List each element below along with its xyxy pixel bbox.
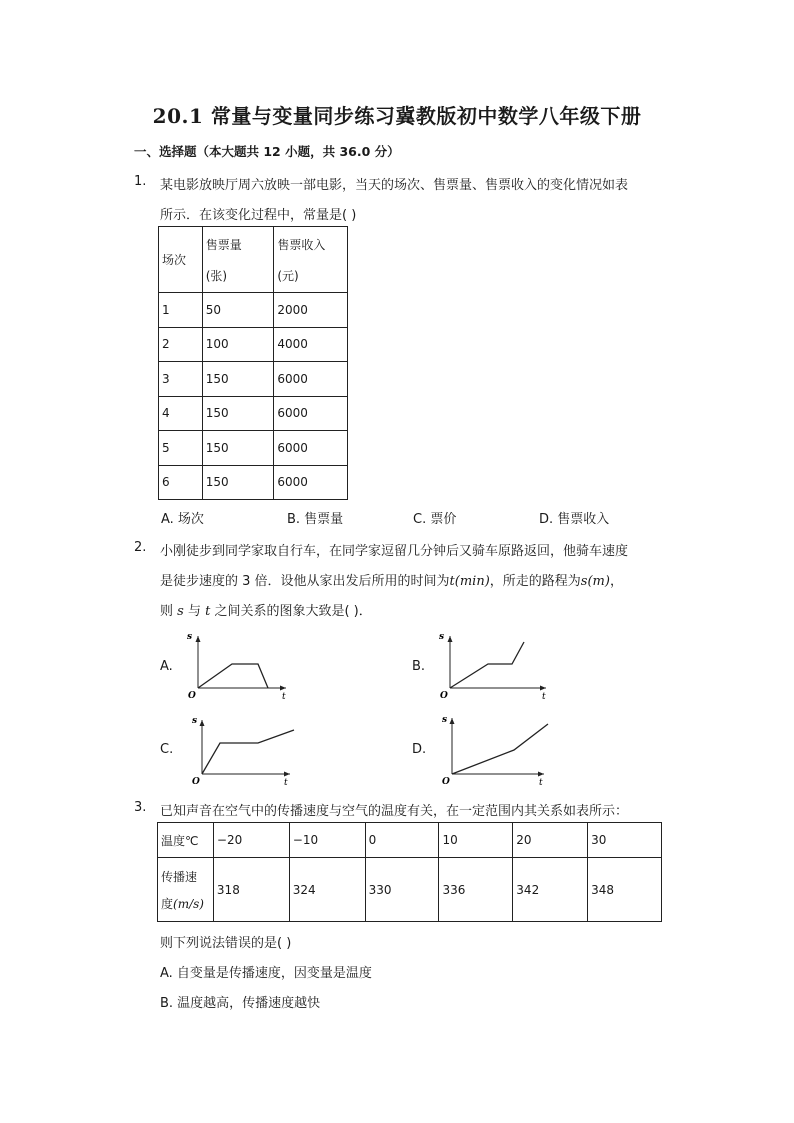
table-cell: 336 [439,858,513,922]
q2-graph-c[interactable] [186,712,296,786]
q1-header-revenue-unit: (元) [277,268,299,283]
distance-time-line [202,730,294,774]
q1-option-b[interactable]: B. 售票量 [287,512,344,527]
table-row [159,465,348,500]
y-axis-label: s [192,716,198,726]
x-axis-label: t [542,692,546,700]
table-cell: 342 [513,858,588,922]
y-axis-arrow [200,720,205,726]
table-cell: 100 [202,327,274,362]
table-cell: 150 [202,431,274,466]
x-axis-arrow [284,772,290,777]
q1-header-revenue-label: 售票收入 [277,237,326,252]
table-cell: 6 [159,465,203,500]
q3-option-b[interactable]: B. 温度越高，传播速度越快 [160,996,321,1011]
q2-stem-line3 [160,600,372,619]
q2-graph-d[interactable] [436,712,554,786]
q3-speed-unit: (m/s) [173,896,204,911]
y-axis-arrow [448,636,453,642]
distance-time-line [452,724,548,774]
q3-temperature-label: 温度℃ [158,823,214,858]
table-row [158,823,662,858]
section-heading: 一、选择题（本大题共 12 小题，共 36.0 分） [134,144,400,159]
y-axis-label: s [187,632,193,642]
y-axis-arrow [450,718,455,724]
table-cell: 4000 [274,327,348,362]
table-cell: 6000 [274,465,348,500]
q3-speed-label [158,858,214,922]
q1-option-c[interactable]: C. 票价 [413,512,457,527]
q3-table [157,822,662,922]
q3-speed-label-line2 [161,895,210,912]
table-cell: 150 [202,362,274,397]
table-row [159,362,348,397]
table-cell: −20 [213,823,289,858]
table-row [159,327,348,362]
q3-number: 3. [134,800,147,815]
q1-header-tickets-unit: (张) [205,268,228,283]
y-axis-label: s [439,632,445,642]
q2-stem-text: 是徒步速度的 3 倍．设他从家出发后所用的时间为 [160,574,450,589]
q3-stem-line1: 已知声音在空气中的传播速度与空气的温度有关，在一定范围内其关系如表所示： [160,804,629,819]
q3-stem-line2: 则下列说法错误的是( ) [160,936,292,951]
table-row [159,431,348,466]
table-cell: 2 [159,327,203,362]
table-cell: 348 [588,858,662,922]
q2-distance-variable: s(m) [580,574,610,589]
page-title: 20.1 常量与变量同步练习冀教版初中数学八年级下册 [152,104,642,128]
q3-option-a[interactable]: A. 自变量是传播速度，因变量是温度 [160,966,372,981]
table-cell: 1 [159,293,203,328]
y-axis-arrow [196,636,201,642]
q3-speed-label-text: 度 [161,896,174,911]
x-axis-arrow [540,686,546,691]
q2-t-variable: t [205,604,211,619]
q2-stem-line1: 小刚徒步到同学家取自行车，在同学家逗留几分钟后又骑车原路返回，他骑车速度 [160,544,629,559]
table-cell: 4 [159,396,203,431]
q3-speed-label-line1: 传播速 [161,869,198,884]
q1-option-a[interactable]: A. 场次 [161,512,204,527]
q2-s-variable: s [177,604,184,619]
q1-header-session: 场次 [159,227,203,293]
table-row [159,396,348,431]
origin-label: O [442,777,450,786]
table-cell: 2000 [274,293,348,328]
q1-table-header [159,227,348,293]
q1-option-d[interactable]: D. 售票收入 [539,512,610,527]
q2-number: 2. [134,540,147,555]
distance-time-line [198,664,268,688]
q2-stem-text: 与 [183,604,206,619]
distance-time-line [450,642,524,688]
table-cell: 6000 [274,431,348,466]
q1-stem-line2: 所示．在该变化过程中，常量是( ) [160,208,357,223]
q2-stem-text: 之间关系的图象大致是( )． [210,604,372,619]
x-axis-label: t [284,778,288,786]
q2-time-variable: t(min) [449,574,490,589]
table-row [159,293,348,328]
table-cell: 30 [588,823,662,858]
table-cell: 6000 [274,362,348,397]
table-cell: −10 [289,823,365,858]
x-axis-label: t [282,692,286,700]
origin-label: O [440,691,448,700]
q2-stem-text: 则 [160,604,178,619]
q2-graph-b[interactable] [434,626,554,700]
q1-header-tickets [202,227,274,293]
table-cell: 150 [202,465,274,500]
origin-label: O [188,691,196,700]
table-cell: 10 [439,823,513,858]
table-cell: 3 [159,362,203,397]
q2-option-b-label[interactable]: B. [412,659,426,674]
q1-stem-line1: 某电影放映厅周六放映一部电影，当天的场次、售票量、售票收入的变化情况如表 [160,178,629,193]
table-row [158,858,662,922]
q2-stem-line2 [160,570,623,589]
y-axis-label: s [442,715,448,725]
table-cell: 5 [159,431,203,466]
table-cell: 50 [202,293,274,328]
q1-table [158,226,348,500]
q2-stem-text: ，所走的路程为 [489,574,581,589]
q2-stem-text: ， [609,574,623,589]
q2-graph-a[interactable] [182,626,294,700]
table-cell: 0 [365,823,439,858]
x-axis-arrow [280,686,286,691]
q1-header-revenue [274,227,348,293]
table-cell: 318 [213,858,289,922]
q1-header-tickets-label: 售票量 [205,237,242,252]
x-axis-label: t [539,778,543,786]
x-axis-arrow [538,772,544,777]
q2-option-d-label[interactable]: D. [412,742,427,757]
origin-label: O [192,777,200,786]
q2-option-a-label[interactable]: A. [160,659,173,674]
table-cell: 6000 [274,396,348,431]
table-cell: 150 [202,396,274,431]
table-cell: 20 [513,823,588,858]
q1-number: 1. [134,174,147,189]
table-cell: 324 [289,858,365,922]
table-cell: 330 [365,858,439,922]
q2-option-c-label[interactable]: C. [160,742,174,757]
